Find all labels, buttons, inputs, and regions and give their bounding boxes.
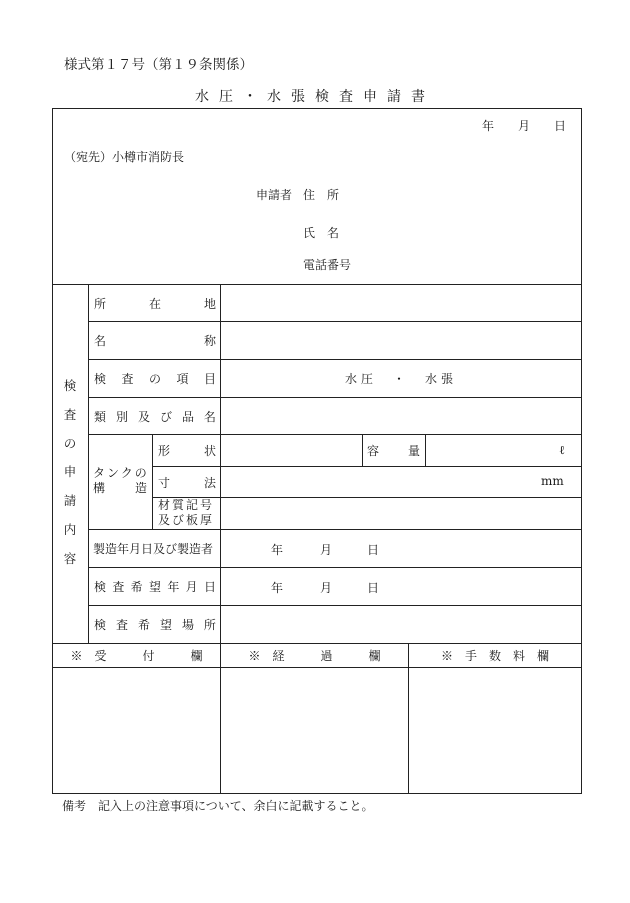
applicant-label: 申請者 bbox=[256, 188, 293, 202]
desired-place-label: 検 査 希 望 場 所 bbox=[94, 618, 216, 632]
tank-structure-line2: 構 造 bbox=[93, 481, 147, 495]
desired-date-label: 検 査 希 望 年 月 日 bbox=[94, 580, 216, 594]
material-label bbox=[158, 498, 214, 528]
date-year-label: 年 bbox=[482, 119, 495, 133]
rule bbox=[152, 466, 582, 467]
rule bbox=[581, 108, 582, 794]
form-number: 様式第１７号（第１９条関係） bbox=[64, 57, 253, 73]
section-char: 検 bbox=[63, 378, 77, 393]
manufacture-row bbox=[93, 530, 219, 567]
reception-column-header bbox=[53, 644, 220, 667]
section-char: 請 bbox=[63, 493, 77, 509]
name-label: 氏 名 bbox=[303, 226, 340, 240]
section-char: 査 bbox=[63, 406, 77, 422]
inspection-item-text: 水圧 ・ 水張 bbox=[344, 372, 457, 386]
capacity-unit: ℓ bbox=[559, 443, 565, 457]
section-char: 内 bbox=[63, 521, 77, 537]
tank-structure-line1: タンクの bbox=[93, 466, 149, 480]
rule bbox=[52, 667, 582, 668]
desired-day: 日 bbox=[367, 581, 380, 595]
rule bbox=[152, 497, 582, 498]
phone-label: 電話番号 bbox=[303, 258, 352, 272]
dimensions-label: 寸 法 bbox=[158, 475, 216, 490]
rule bbox=[88, 284, 89, 643]
rule bbox=[425, 434, 426, 466]
desired-year: 年 bbox=[271, 581, 284, 595]
remarks: 備考 記入上の注意事項について、余白に記載すること。 bbox=[62, 799, 374, 813]
reception-label: ※ 受 付 欄 bbox=[70, 649, 203, 663]
name-row-label: 名 称 bbox=[94, 334, 216, 348]
shape-label: 形 状 bbox=[158, 444, 216, 458]
dimensions-unit: mm bbox=[541, 474, 564, 488]
section-char: 申 bbox=[63, 464, 77, 480]
date-month-label: 月 bbox=[518, 119, 531, 133]
rule bbox=[152, 434, 153, 529]
rule bbox=[52, 793, 582, 794]
progress-column-header bbox=[221, 644, 408, 667]
desired-month: 月 bbox=[320, 581, 333, 595]
desired-date-row bbox=[94, 568, 216, 605]
form-title bbox=[0, 86, 630, 106]
manufacture-year: 年 bbox=[271, 543, 284, 557]
inspection-item-value bbox=[221, 360, 581, 397]
capacity-label: 容 量 bbox=[367, 444, 420, 458]
section-label-inspection-request bbox=[52, 372, 88, 574]
manufacture-day: 日 bbox=[367, 543, 380, 557]
name-row bbox=[94, 322, 216, 359]
section-char: の bbox=[63, 435, 77, 451]
rule bbox=[220, 284, 221, 643]
fee-column-header bbox=[409, 644, 581, 667]
inspection-item-row bbox=[94, 360, 216, 397]
location-label: 所 在 地 bbox=[94, 296, 216, 311]
rule bbox=[52, 108, 582, 109]
manufacture-label: 製造年月日及び製造者 bbox=[93, 542, 214, 556]
inspection-item-label: 検 査 の 項 目 bbox=[94, 372, 216, 386]
rule bbox=[362, 434, 363, 466]
fee-label: ※ 手 数 料 欄 bbox=[440, 649, 549, 663]
tank-structure-label bbox=[93, 466, 149, 496]
date-day-label: 日 bbox=[554, 119, 567, 133]
form-title-text: 水圧・水張検査申請書 bbox=[195, 89, 435, 105]
material-line1: 材質記号 bbox=[158, 498, 215, 512]
manufacture-month: 月 bbox=[320, 543, 333, 557]
location-row bbox=[94, 285, 216, 321]
section-char: 容 bbox=[63, 550, 77, 566]
category-row bbox=[94, 398, 216, 434]
progress-label: ※ 経 過 欄 bbox=[248, 649, 381, 663]
addressee: （宛先）小樽市消防長 bbox=[64, 150, 185, 164]
desired-place-row bbox=[94, 606, 216, 643]
address-label: 住 所 bbox=[303, 188, 340, 202]
category-product-label: 類 別 及 び 品 名 bbox=[94, 409, 216, 424]
material-line2: 及び板厚 bbox=[158, 513, 215, 527]
